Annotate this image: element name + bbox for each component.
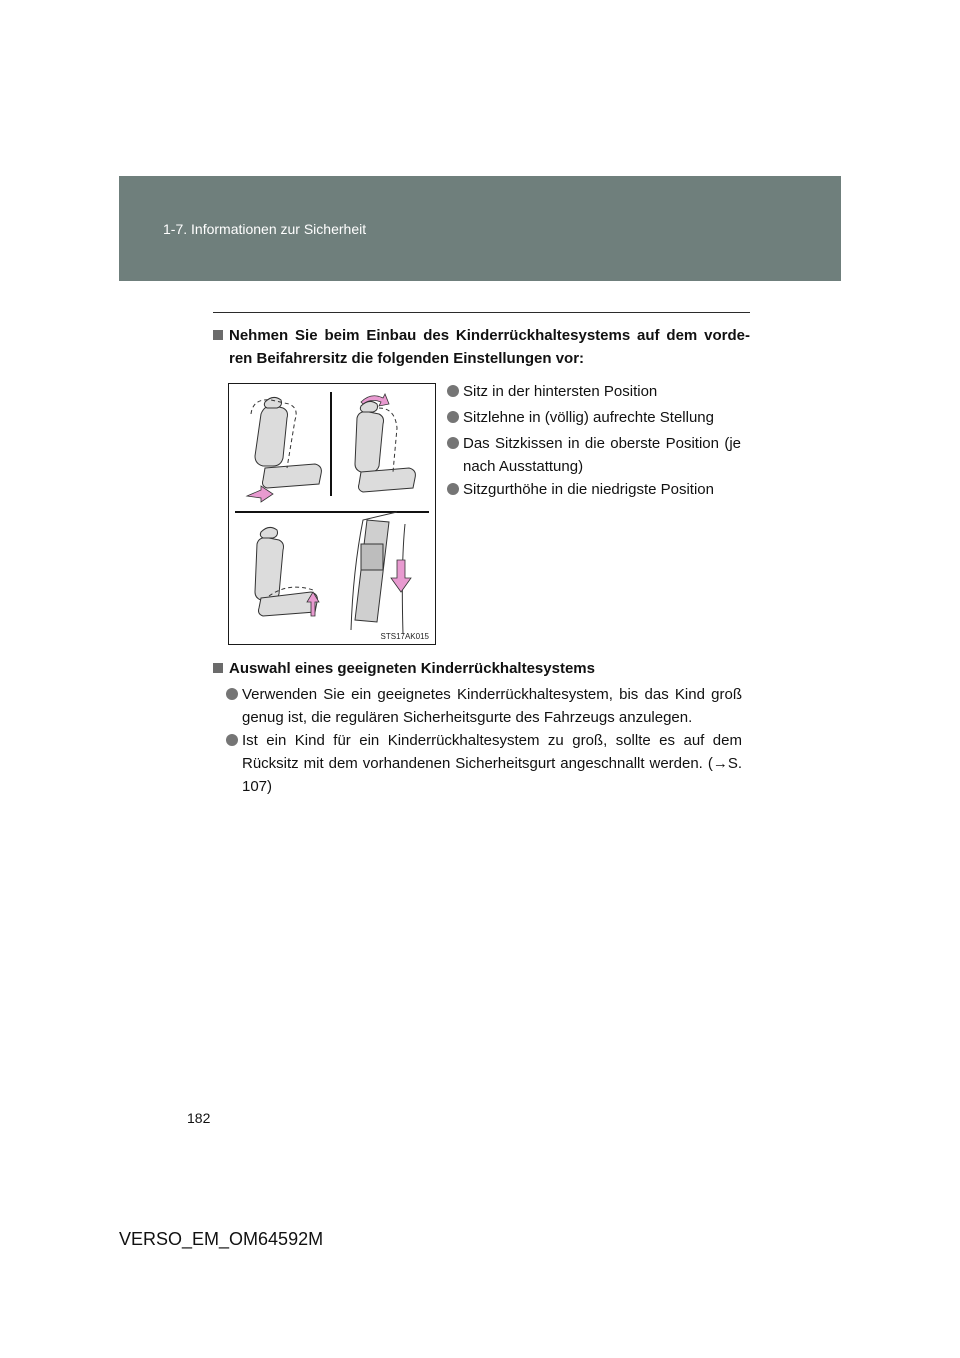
page-number: 182 xyxy=(187,1110,211,1126)
divider xyxy=(213,312,750,313)
document-id: VERSO_EM_OM64592M xyxy=(119,1229,324,1249)
section-heading xyxy=(213,657,750,680)
list-item xyxy=(447,478,741,501)
round-bullet-icon xyxy=(447,385,459,397)
list-item-text: Sitz in der hintersten Position xyxy=(463,383,658,400)
seat-adjustment-illustration xyxy=(228,383,436,645)
list-item-text: Ist ein Kind für ein Kinderrückhaltesystem zu groß, sollte es auf dem Rücksitz mit dem vorhandenen Sicherheitsgurt angeschnallt werden. (→S. 107) xyxy=(242,732,742,795)
figure-code: STS17AK015 xyxy=(380,632,429,641)
list-item-text: Verwenden Sie ein geeignetes Kinderrückhaltesystem, bis das Kind groß genug ist, die regulären Sicherheitsgurte des Fahrzeugs anzulegen. xyxy=(242,686,742,726)
list-item xyxy=(447,432,741,478)
square-bullet-icon xyxy=(213,663,223,673)
list-item-text: Sitzlehne in (völlig) aufrechte Stellung xyxy=(463,409,714,426)
round-bullet-icon xyxy=(226,688,238,700)
list-item xyxy=(447,380,741,403)
round-bullet-icon xyxy=(447,437,459,449)
square-bullet-icon xyxy=(213,330,223,340)
section-heading-text: Auswahl eines geeigneten Kinderrückhaltesystems xyxy=(229,660,595,677)
list-item-text: Sitzgurthöhe in die niedrigste Position xyxy=(463,481,714,498)
round-bullet-icon xyxy=(447,411,459,423)
section-title: 1-7. Informationen zur Sicherheit xyxy=(163,221,367,237)
list-item-text: Das Sitzkissen in die oberste Position (je nach Ausstattung) xyxy=(463,435,741,475)
round-bullet-icon xyxy=(447,483,459,495)
round-bullet-icon xyxy=(226,734,238,746)
seat-illustration-graphic xyxy=(229,384,435,644)
section-heading xyxy=(213,324,750,370)
list-item xyxy=(226,729,742,798)
header-band xyxy=(119,176,841,281)
list-item xyxy=(226,683,742,729)
section-heading-text: Nehmen Sie beim Einbau des Kinderrückhaltesystems auf dem vorde-ren Beifahrersitz die folgenden Einstellungen vor: xyxy=(229,327,750,367)
list-item xyxy=(447,406,741,429)
